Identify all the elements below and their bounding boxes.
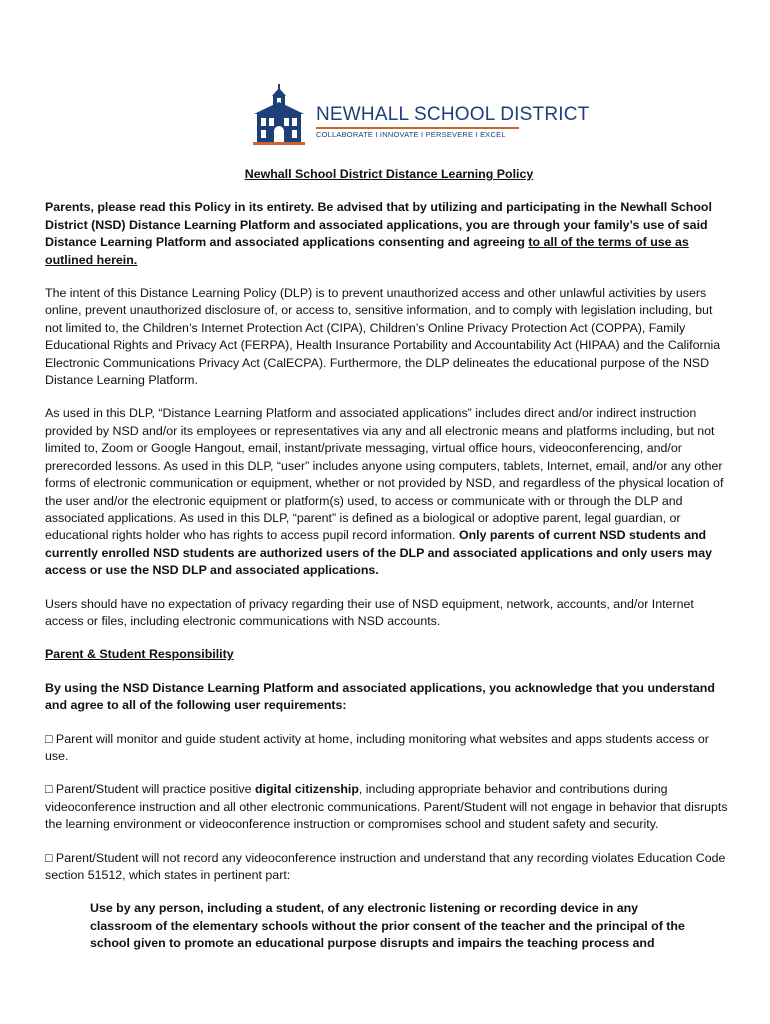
district-name: NEWHALL SCHOOL DISTRICT — [316, 104, 590, 125]
requirement-item: □ Parent will monitor and guide student activity at home, including monitoring what websites and apps students access or use. — [45, 731, 709, 763]
acknowledge-paragraph: By using the NSD Distance Learning Platform and associated applications, you acknowledge that you understand and agree to all of the following user requirements: — [45, 680, 715, 713]
definitions-bold-text: Only parents of current NSD students and currently enrolled NSD students are authorized users of the DLP and associated applications and only users may access or use the NSD DLP and associated applications. — [45, 528, 712, 578]
requirement-item: □ Parent/Student will not record any videoconference instruction and understand that any recording violates Education Code section 51512, which states in pertinent part: — [45, 850, 726, 882]
intro-paragraph — [45, 199, 733, 269]
responsibility-heading: Parent & Student Responsibility — [45, 647, 234, 662]
definitions-paragraph — [45, 405, 733, 579]
intro-underlined-text: to all of the terms of use as outlined herein. — [45, 235, 689, 267]
education-code-quote: Use by any person, including a student, of any electronic listening or recording device in any classroom of the elementary schools without the prior consent of the teacher and the principal of the school given to promote an educational purpose disrupts and impairs the teaching process and — [90, 901, 685, 951]
intro-bold-text: Parents, please read this Policy in its entirety. Be advised that by utilizing and participating in the Newhall School District (NSD) Distance Learning Platform and associated applications, you are through your family’s use of said Distance Learning Platform and associated applications consenting and agreeing — [45, 200, 712, 250]
item-text: □ Parent/Student will practice positive — [45, 782, 255, 797]
item-bold-text: digital citizenship — [254, 782, 359, 797]
policy-document — [45, 166, 733, 953]
district-tagline: COLLABORATE I INNOVATE I PERSEVERE I EXCEL — [316, 130, 506, 139]
definitions-text: As used in this DLP, “Distance Learning Platform and associated applications” includes direct and/or indirect instruction provided by NSD and/or its employees or representatives via any and all electronic means and platforms including, but not limited to, Zoom or Google Hangout, email, instant/private messaging, virtual office hours, videoconferencing, and/or prerecorded lessons. As used in this DLP, “user” includes anyone using computers, tablets, Internet, email, and/or any other forms of electronic communication or equipment, whether or not provided by NSD, and regardless of the physical location of the user and/or the electronic equipment or platform(s) used, to access or communicate with or through the DLP and associated applications. As used in this DLP, “parent” is defined as a biological or adoptive parent, legal guardian, or educational rights holder who has rights to access pupil record information. — [45, 406, 724, 543]
requirement-item — [45, 781, 733, 833]
district-logo — [250, 84, 590, 146]
schoolhouse-icon — [250, 84, 310, 146]
logo-divider — [316, 127, 519, 129]
item-text: , including appropriate behavior and contributions during videoconference instruction and all other electronic communications. Parent/Student will not engage in behavior that disrupts the learning environment or videoconference instruction or compromises school and student safety and security. — [45, 782, 728, 832]
intent-paragraph: The intent of this Distance Learning Policy (DLP) is to prevent unauthorized access and other unlawful activities by users online, prevent unauthorized disclosure of, or access to, sensitive information, and to comply with legislation including, but not limited to, the Children’s Internet Protection Act (CIPA), Children’s Online Privacy Protection Act (COPPA), Family Educational Rights and Privacy Act (FERPA), Health Insurance Portability and Accountability Act (HIPAA) and the California Electronic Communications Privacy Act (CalECPA). Furthermore, the DLP delineates the educational purpose of the NSD Distance Learning Platform. — [45, 286, 721, 388]
privacy-paragraph: Users should have no expectation of privacy regarding their use of NSD equipment, network, accounts, and/or Internet access or files, including electronic communications with NSD accounts. — [45, 596, 694, 628]
page-title: Newhall School District Distance Learning Policy — [244, 167, 534, 181]
